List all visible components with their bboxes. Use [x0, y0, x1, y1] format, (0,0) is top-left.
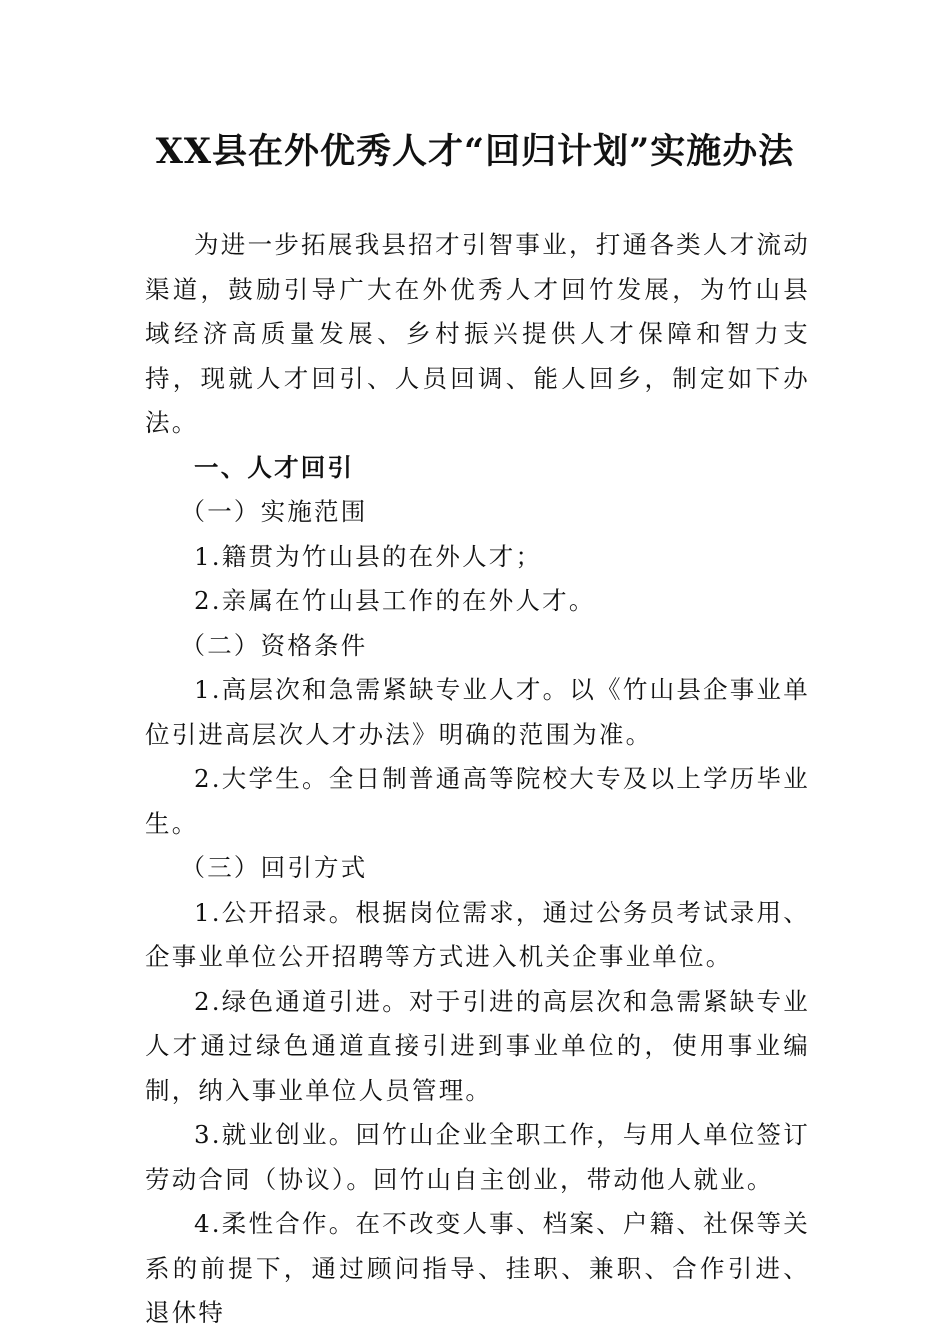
- list-item: 2.大学生。全日制普通高等院校大专及以上学历毕业生。: [145, 764, 810, 838]
- document-body: [145, 223, 810, 1336]
- list-item: 2.亲属在竹山县工作的在外人才。: [194, 586, 596, 615]
- list-item: 1.公开招录。根据岗位需求，通过公务员考试录用、企事业单位公开招聘等方式进入机关企事业单位。: [145, 897, 810, 971]
- document-title: XX县在外优秀人才“回归计划”实施办法: [155, 131, 795, 172]
- list-item: 1.籍贯为竹山县的在外人才；: [194, 541, 543, 571]
- subsection-heading: （二）资格条件: [180, 630, 368, 660]
- list-item: 3.就业创业。回竹山企业全职工作，与用人单位签订劳动合同（协议）。回竹山自主创业，带动他人就业。: [145, 1120, 810, 1194]
- list-item: 1.高层次和急需紧缺专业人才。以《竹山县企事业单位引进高层次人才办法》明确的范围为准。: [145, 675, 810, 749]
- subsection-heading: （一）实施范围: [180, 497, 368, 526]
- list-item: 2.绿色通道引进。对于引进的高层次和急需紧缺专业人才通过绿色通道直接引进到事业单位的，使用事业编制，纳入事业单位人员管理。: [145, 986, 810, 1105]
- section-heading: 一、人才回引: [194, 452, 355, 482]
- intro-paragraph: 为进一步拓展我县招才引智事业，打通各类人才流动渠道，鼓励引导广大在外优秀人才回竹发展，为竹山县域经济高质量发展、乡村振兴提供人才保障和智力支持，现就人才回引、人员回调、能人回乡，制定如下办法。: [145, 230, 810, 437]
- list-item: 4.柔性合作。在不改变人事、档案、户籍、社保等关系的前提下，通过顾问指导、挂职、兼职、合作引进、退休特: [145, 1209, 810, 1327]
- subsection-heading: （三）回引方式: [180, 853, 368, 882]
